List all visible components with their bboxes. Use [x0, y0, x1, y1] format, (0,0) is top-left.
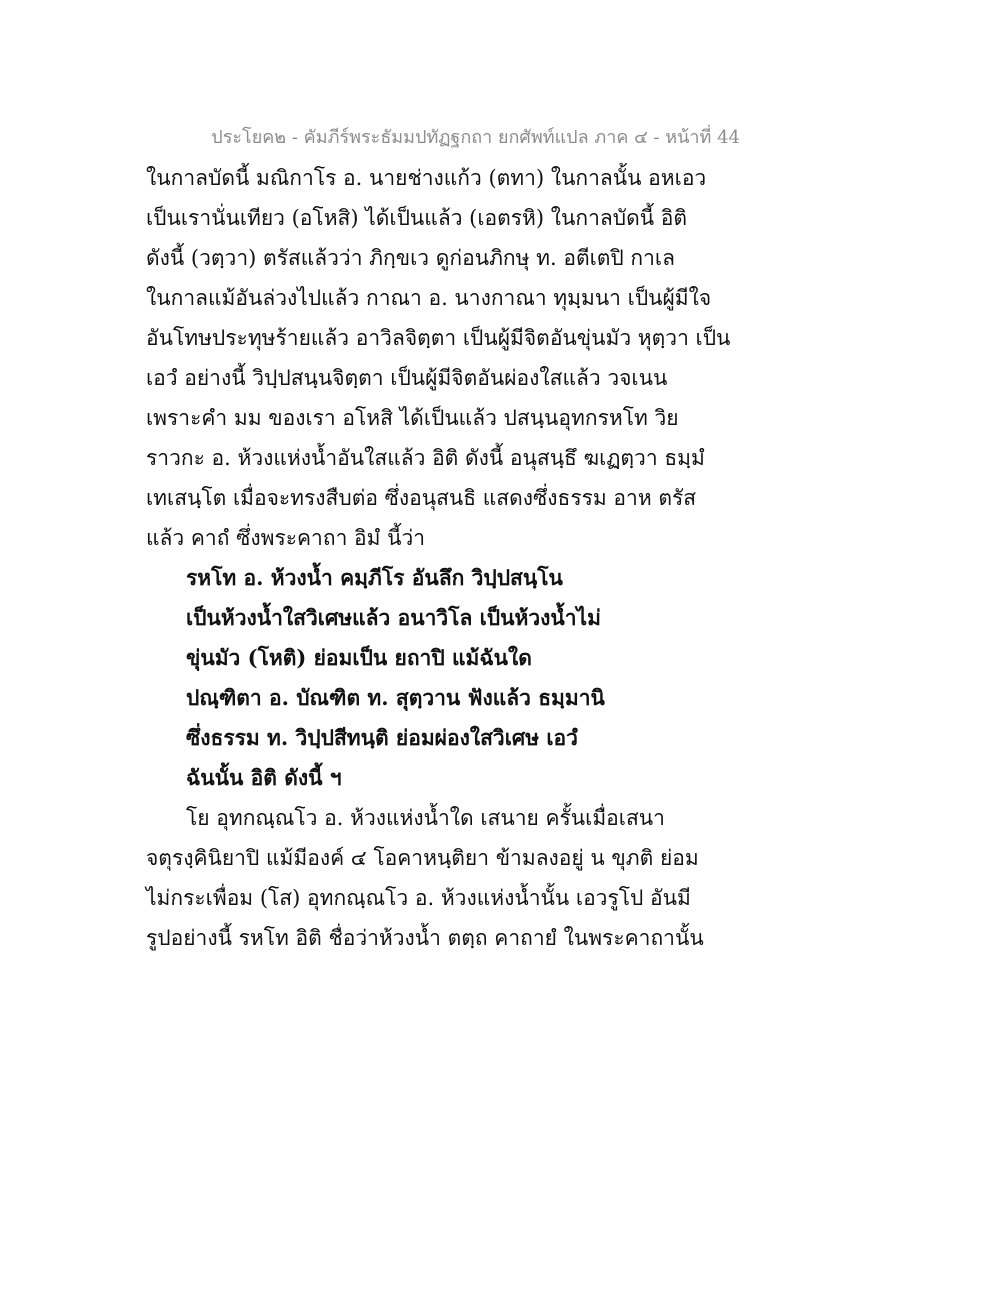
text-line: เอวํ อย่างนี้ วิปฺปสนฺนจิตฺตา เป็นผู้มีจิตอันผ่องใสแล้ว วจเนน	[146, 366, 668, 390]
text-line: ในกาลแม้อันล่วงไปแล้ว กาณา อ. นางกาณา ทุมฺมนา เป็นผู้มีใจ	[146, 286, 712, 310]
verse-line: รหโท อ. ห้วงน้ำ คมฺภีโร อันลึก วิปฺปสนฺโน	[186, 565, 563, 590]
text-line: จตุรงฺคินิยาปิ แม้มีองค์ ๔ โอคาหนฺติยา ข้ามลงอยู่ น ขุภติ ย่อม	[146, 846, 699, 870]
verse-line: ขุ่นมัว (โหติ) ย่อมเป็น ยถาปิ แม้ฉันใด	[186, 645, 532, 670]
text-line: อันโทษประทุษร้ายแล้ว อาวิลจิตฺตา เป็นผู้มีจิตอันขุ่นมัว หุตฺวา เป็น	[146, 326, 731, 350]
text-line: ราวกะ อ. ห้วงแห่งน้ำอันใสแล้ว อิติ ดังนี้ อนุสนฺธึ ฆเฏตฺวา ธมฺมํ	[146, 446, 705, 470]
verse-line: ซึ่งธรรม ท. วิปฺปสีทนฺติ ย่อมผ่องใสวิเศษ เอวํ	[186, 725, 578, 750]
text-line: เป็นเรานั่นเทียว (อโหสิ) ได้เป็นแล้ว (เอตรหิ) ในกาลบัดนี้ อิติ	[146, 206, 688, 230]
text-line: ไม่กระเพื่อม (โส) อุทกณฺณโว อ. ห้วงแห่งน้ำนั้น เอวรูโป อันมี	[146, 886, 691, 910]
text-line: เทเสนฺโต เมื่อจะทรงสืบต่อ ซึ่งอนุสนธิ แสดงซึ่งธรรม อาห ตรัส	[146, 486, 697, 510]
text-line: รูปอย่างนี้ รหโท อิติ ชื่อว่าห้วงน้ำ ตตฺถ คาถายํ ในพระคาถานั้น	[146, 926, 704, 950]
text-line: เพราะคำ มม ของเรา อโหสิ ได้เป็นแล้ว ปสนฺนอุทกรหโท วิย	[146, 406, 679, 430]
verse-line: ฉันนั้น อิติ ดังนี้ ฯ	[186, 765, 342, 790]
text-line: โย อุทกณฺณโว อ. ห้วงแห่งน้ำใด เสนาย ครั้นเมื่อเสนา	[186, 806, 665, 830]
verse-line: ปณฺฑิตา อ. บัณฑิต ท. สุตฺวาน ฟังแล้ว ธมฺมานิ	[186, 685, 605, 710]
verse-line: เป็นห้วงน้ำใสวิเศษแล้ว อนาวิโล เป็นห้วงน้ำไม่	[186, 605, 601, 630]
text-line: ในกาลบัดนี้ มณิกาโร อ. นายช่างแก้ว (ตทา) ในกาลนั้น อหเอว	[146, 166, 707, 190]
page-header: ประโยค๒ - คัมภีร์พระธัมมปทัฏฐกถา ยกศัพท์แปล ภาค ๔ - หน้าที่ 44	[211, 127, 740, 148]
text-line: แล้ว คาถํ ซึ่งพระคาถา อิมํ นี้ว่า	[146, 526, 426, 550]
text-line: ดังนี้ (วตฺวา) ตรัสแล้วว่า ภิกฺขเว ดูก่อนภิกษุ ท. อตีเตปิ กาเล	[146, 246, 675, 270]
